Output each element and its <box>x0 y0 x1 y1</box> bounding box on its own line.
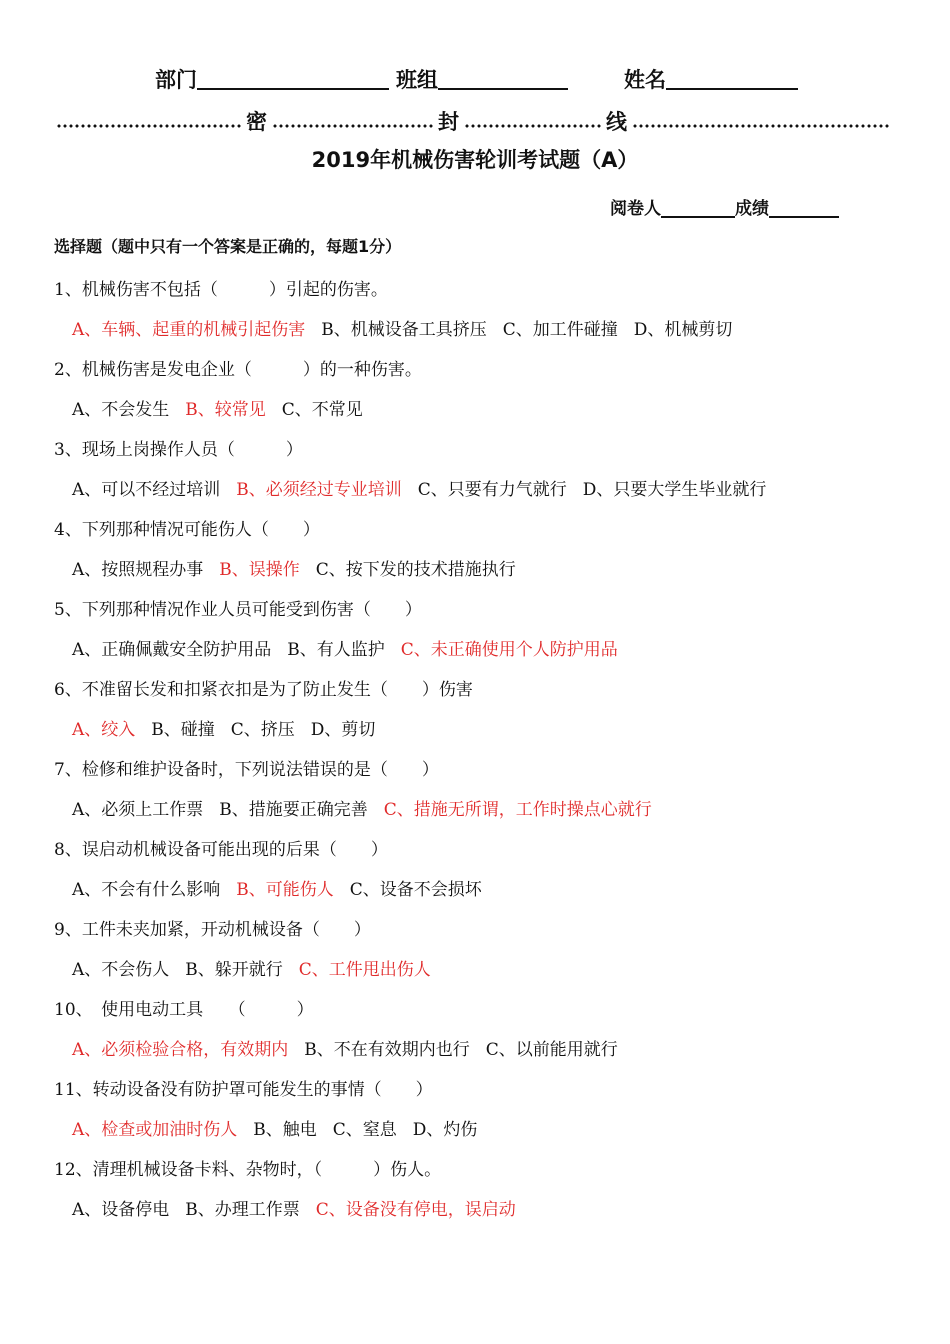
dept-blank[interactable] <box>197 64 389 90</box>
answer-option[interactable]: C、以前能用就行 <box>485 1040 618 1060</box>
correct-option[interactable]: A、绞入 <box>72 720 136 740</box>
section-title: 选择题（题中只有一个答案是正确的，每题1分） <box>54 237 402 256</box>
question-stem: 11、转动设备没有防护罩可能发生的事情（ ） <box>54 1080 433 1100</box>
question-stem: 1、机械伤害不包括（ ）引起的伤害。 <box>54 280 388 300</box>
correct-option[interactable]: C、未正确使用个人防护用品 <box>400 640 618 660</box>
question-options <box>72 635 634 660</box>
answer-option[interactable]: A、必须上工作票 <box>72 800 204 820</box>
dept-field <box>155 64 389 94</box>
answer-option[interactable]: A、不会伤人 <box>72 960 170 980</box>
question-options <box>72 875 498 900</box>
correct-option[interactable]: C、工件甩出伤人 <box>298 960 431 980</box>
seal-dots <box>56 124 242 128</box>
question-stem: 8、误启动机械设备可能出现的后果（ ） <box>54 840 388 860</box>
answer-option[interactable]: A、正确佩戴安全防护用品 <box>72 640 272 660</box>
correct-option[interactable]: A、检查或加油时伤人 <box>72 1120 238 1140</box>
question-options <box>72 1115 493 1140</box>
question-options <box>72 475 782 500</box>
answer-option[interactable]: C、加工件碰撞 <box>502 320 618 340</box>
question-stem: 12、清理机械设备卡料、杂物时，（ ）伤人。 <box>54 1160 442 1180</box>
seal-word-mi: 密 <box>246 110 267 134</box>
question-stem: 3、现场上岗操作人员（ ） <box>54 440 303 460</box>
answer-option[interactable]: C、挤压 <box>230 720 295 740</box>
answer-option[interactable]: C、只要有力气就行 <box>417 480 567 500</box>
correct-option[interactable]: B、必须经过专业培训 <box>236 480 402 500</box>
seal-word-xian: 线 <box>606 110 627 134</box>
question-stem: 4、下列那种情况可能伤人（ ） <box>54 520 320 540</box>
question-options <box>72 955 447 980</box>
header-row <box>0 64 950 100</box>
answer-option[interactable]: C、按下发的技术措施执行 <box>315 560 516 580</box>
grader-blank[interactable] <box>661 196 735 218</box>
correct-option[interactable]: C、设备没有停电，误启动 <box>315 1200 516 1220</box>
question-options <box>72 555 532 580</box>
correct-option[interactable]: B、可能伤人 <box>236 880 334 900</box>
answer-option[interactable]: A、不会发生 <box>72 400 170 420</box>
question-options <box>72 1195 532 1220</box>
correct-option[interactable]: B、较常见 <box>185 400 266 420</box>
answer-option[interactable]: D、只要大学生毕业就行 <box>582 480 767 500</box>
question-stem: 2、机械伤害是发电企业（ ）的一种伤害。 <box>54 360 422 380</box>
question-stem: 10、 使用电动工具 （ ） <box>54 1000 314 1020</box>
correct-option[interactable]: B、误操作 <box>219 560 300 580</box>
answer-option[interactable]: A、不会有什么影响 <box>72 880 221 900</box>
answer-option[interactable]: B、触电 <box>253 1120 317 1140</box>
answer-option[interactable]: B、办理工作票 <box>185 1200 300 1220</box>
question-stem: 9、工件未夹加紧，开动机械设备（ ） <box>54 920 371 940</box>
answer-option[interactable]: B、措施要正确完善 <box>219 800 368 820</box>
answer-option[interactable]: A、按照规程办事 <box>72 560 204 580</box>
team-label: 班组 <box>396 68 438 92</box>
question-options <box>72 1035 634 1060</box>
question-options <box>72 715 391 740</box>
answer-option[interactable]: B、躲开就行 <box>185 960 283 980</box>
answer-option[interactable]: C、不常见 <box>281 400 363 420</box>
question-options <box>72 395 379 420</box>
answer-option[interactable]: B、碰撞 <box>151 720 215 740</box>
answer-option[interactable]: C、窒息 <box>332 1120 397 1140</box>
answer-option[interactable]: D、灼伤 <box>412 1120 478 1140</box>
team-field <box>396 64 568 94</box>
answer-option[interactable]: A、设备停电 <box>72 1200 170 1220</box>
dept-label: 部门 <box>155 68 197 92</box>
question-stem: 6、不准留长发和扣紧衣扣是为了防止发生（ ）伤害 <box>54 680 473 700</box>
exam-title: 2019年机械伤害轮训考试题（A） <box>311 148 639 172</box>
answer-option[interactable]: D、剪切 <box>310 720 376 740</box>
name-blank[interactable] <box>666 64 798 90</box>
name-field <box>624 64 798 94</box>
answer-option[interactable]: B、机械设备工具挤压 <box>321 320 487 340</box>
question-stem: 5、下列那种情况作业人员可能受到伤害（ ） <box>54 600 422 620</box>
correct-option[interactable]: A、必须检验合格，有效期内 <box>72 1040 289 1060</box>
grader-label: 阅卷人 <box>610 199 661 219</box>
question-options <box>72 795 668 820</box>
correct-option[interactable]: C、措施无所谓，工作时操点心就行 <box>383 800 652 820</box>
answer-option[interactable]: A、可以不经过培训 <box>72 480 221 500</box>
answer-option[interactable]: B、有人监护 <box>287 640 385 660</box>
seal-word-feng: 封 <box>438 110 459 134</box>
name-label: 姓名 <box>624 68 666 92</box>
answer-option[interactable]: C、设备不会损坏 <box>349 880 482 900</box>
question-options <box>72 315 748 340</box>
correct-option[interactable]: A、车辆、起重的机械引起伤害 <box>72 320 306 340</box>
seal-dots <box>464 124 602 128</box>
score-label: 成绩 <box>735 199 769 219</box>
team-blank[interactable] <box>438 64 568 90</box>
score-blank[interactable] <box>769 196 839 218</box>
seal-dots <box>632 124 890 128</box>
seal-dots <box>272 124 434 128</box>
question-stem: 7、检修和维护设备时，下列说法错误的是（ ） <box>54 760 439 780</box>
seal-line <box>56 104 890 138</box>
answer-option[interactable]: B、不在有效期内也行 <box>304 1040 470 1060</box>
grader-row <box>610 194 839 219</box>
answer-option[interactable]: D、机械剪切 <box>633 320 733 340</box>
